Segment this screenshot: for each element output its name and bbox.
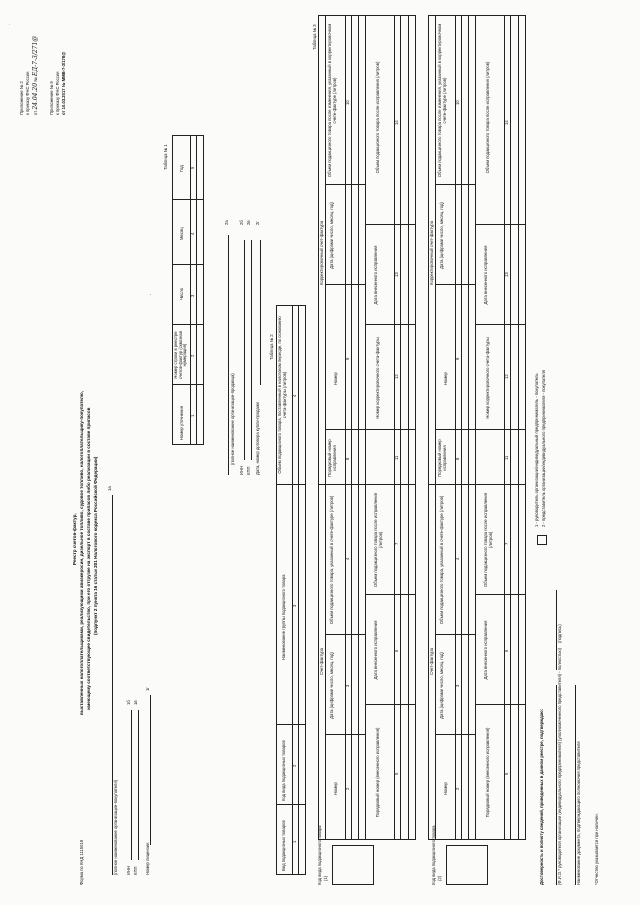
- contract-date-line: [260, 240, 261, 385]
- t3-n-top-8: 8: [345, 457, 350, 460]
- t4-col-corr-num: Порядковый номер исправления: [437, 439, 447, 477]
- t1-divider-1: [172, 384, 204, 385]
- legend-1: 1 - руководитель организации/индивидуальный предприниматель - покупатель: [534, 373, 539, 527]
- t4-n-top-10: 10: [455, 100, 460, 105]
- buyer-name-caption: (полное наименование организации-покупателя): [113, 780, 118, 875]
- t3-n-bot-14: 14: [394, 120, 399, 125]
- t3-row1-line: [358, 15, 359, 840]
- code-2v: 2в: [246, 220, 251, 225]
- t4-code-box: [446, 845, 488, 885]
- t1-divider-2: [172, 324, 204, 325]
- code-2b: 2б: [239, 220, 244, 225]
- t1-n-5: 5: [190, 166, 195, 169]
- app2-order: к приказу ФНС России: [25, 71, 30, 115]
- t4-n-bot-12: 12: [504, 374, 509, 379]
- t4-col-corr-vol-before: Объем подакцизного товара после изменения, указанный в корректировочном счете-фактуре (литров): [437, 23, 447, 178]
- t4-n-top-2: 2: [455, 787, 460, 790]
- t3-col-fix-vol: Объем подакцизного товара после исправления (литров): [373, 492, 383, 588]
- scan-mark-2: ': [149, 294, 154, 295]
- t3-side-code: (1): [323, 875, 328, 881]
- seller-kpp-label: КПП: [246, 466, 251, 475]
- t4-section-line: [435, 15, 436, 840]
- app9-title: Приложение № 9: [49, 81, 54, 115]
- seller-kpp-line: [251, 240, 252, 460]
- app2-num-prefix: №: [33, 77, 38, 82]
- t3-section1: Счет-фактура: [319, 648, 324, 675]
- t4-mid-line: [475, 15, 476, 840]
- app2-title: Приложение № 2: [19, 81, 24, 115]
- seller-name-line: [228, 235, 229, 475]
- t4-n-bot-13: 13: [504, 272, 509, 277]
- title-line2: выставленных налогоплательщиками, реализующими авиакеросин, дизельное топливо, судовое топливо, налогоплательщику-покупателю,: [79, 390, 84, 715]
- t4-col-date-2: Дата (цифрами число, месяц, год): [439, 202, 444, 269]
- t3-n-top-2: 2: [345, 787, 350, 790]
- buyer-kpp-label: КПП: [133, 866, 138, 875]
- t4-col-fix-vol: Объем подакцизного товара после исправления (литров): [483, 492, 493, 588]
- t3-section-line: [325, 15, 326, 840]
- t3-col-corr-date: Дата внесенного исправления: [373, 245, 378, 305]
- t4-n-top-3: 3: [455, 684, 460, 687]
- t4-n-top-4: 4: [455, 557, 460, 560]
- t4-col-number-2: Номер: [443, 372, 448, 385]
- t3-n-bot-11: 11: [394, 455, 399, 460]
- table3-label: Таблица № 3: [312, 24, 317, 50]
- t4-n-top-8: 8: [455, 457, 460, 460]
- t1-n-1: 1: [190, 414, 195, 417]
- t3-n-top-10: 10: [345, 100, 350, 105]
- buyer-inn-label: ИНН: [126, 865, 131, 875]
- t4-col-corr-vol-after: Объем подакцизного товара после исправления (литров): [485, 61, 490, 174]
- t3-section2: Корректировочный счет-фактура: [319, 220, 324, 285]
- t1-h-1: Номер уточнения: [179, 406, 184, 440]
- t1-h-3: Число: [179, 287, 184, 300]
- t3-side-label: Код вида подакцизного товара: [317, 825, 322, 885]
- legend-2: 2 - представитель организации/индивидуального предпринимателя - покупателя: [541, 370, 546, 527]
- t2-n-1: 1: [292, 840, 297, 843]
- t3-n-top-3: 3: [345, 684, 350, 687]
- t3-section-divider: [318, 484, 416, 485]
- t4-section-divider: [428, 484, 526, 485]
- t3-col-date: Дата (цифрами число, месяц, год): [329, 652, 334, 719]
- t1-n-3: 3: [190, 294, 195, 297]
- note-star: *Отчество указывается при наличии.: [594, 813, 599, 885]
- table1-label: Таблица № 1: [163, 144, 168, 170]
- t3-n-bot-13: 13: [394, 272, 399, 277]
- code-1v: 1в: [133, 700, 138, 705]
- t3-mid-line: [365, 15, 366, 840]
- t1-h-4: Месяц: [179, 227, 184, 240]
- t2-divider-3: [276, 484, 306, 485]
- signature-caption: (подпись): [557, 624, 562, 643]
- t3-n-bot-5: 5: [394, 772, 399, 775]
- t3-hdr-line: [345, 15, 346, 840]
- t4-col-fix-num: Порядковый номер (внесенного исправления): [485, 727, 490, 818]
- t2-divider-1: [276, 804, 306, 805]
- t1-n-2: 2: [190, 354, 195, 357]
- table1: [172, 135, 204, 445]
- t4-row1-line: [468, 15, 469, 840]
- t3-num-line: [351, 15, 352, 840]
- seller-inn-label: ИНН: [239, 465, 244, 475]
- t4-col-fix-date: Дата внесенного исправления: [483, 620, 488, 680]
- t3-col-fix-date: Дата внесенного исправления: [373, 620, 378, 680]
- t2-h-2: Код вида подакцизных товаров: [281, 740, 286, 801]
- t3-col-fix-num: Порядковый номер (внесенного исправления): [375, 727, 380, 818]
- t3-col-corr-vol-after: Объем подакцизного товара после исправления (литров): [375, 61, 380, 174]
- app2-num: ЕД-7-3/271@: [32, 35, 39, 77]
- license-line: [150, 695, 151, 845]
- buyer-code: 1а: [107, 486, 112, 491]
- t3-n-bot-12: 12: [394, 374, 399, 379]
- t4-col-corr-date: Дата внесенного исправления: [483, 245, 488, 305]
- t2-n-4: 4: [292, 394, 297, 397]
- contract-date-label: Дата, номер договора купли-продажи: [255, 402, 260, 475]
- t1-divider-4: [172, 199, 204, 200]
- t3-col-number-2: Номер: [333, 372, 338, 385]
- t4-col-number: Номер: [443, 782, 448, 795]
- t2-divider-2: [276, 724, 306, 725]
- t3-b-row-line: [408, 15, 409, 840]
- table2-label: Таблица № 2: [269, 334, 274, 360]
- t4-num-line: [461, 15, 462, 840]
- t1-divider-3: [172, 264, 204, 265]
- t3-col-volume: Объем подакцизного товара, указанный в счете-фактуре (литров): [329, 495, 334, 625]
- t3-n-top-9: 9: [345, 357, 350, 360]
- t3-v3: [325, 429, 416, 430]
- t4-b-hdr-line: [504, 15, 505, 840]
- signer-caption: (Ф.И.О.* руководителя организации (индивидуального предпринимателя) (уполномоченного представителя) - полностью): [557, 647, 562, 885]
- t2-num-divider: [292, 305, 293, 875]
- t3-n-bot-6: 6: [394, 649, 399, 652]
- t4-side-code: (2): [437, 875, 442, 881]
- t1-h-2: Номер строки в реестре счетов-фактур (сквозная нумерация): [173, 331, 188, 380]
- t1-n-4: 4: [190, 232, 195, 235]
- t1-num-divider: [196, 135, 197, 445]
- title-line1: Реестр счетов-фактур,: [72, 513, 77, 565]
- app2-date-prefix: от: [33, 110, 38, 115]
- app9-order: к приказу ФНС России: [55, 71, 60, 115]
- t4-v3: [435, 429, 526, 430]
- t4-section2: Корректировочный счет-фактура: [429, 220, 434, 285]
- knd-code: Форма по КНД 1115019: [79, 839, 84, 885]
- buyer-inn-line: [131, 710, 132, 860]
- scan-mark-1: ·: [7, 23, 12, 25]
- t3-n-top-4: 4: [345, 557, 350, 560]
- t4-col-volume: Объем подакцизного товара, указанный в счете-фактуре (литров): [439, 495, 444, 625]
- t4-b-row-line: [518, 15, 519, 840]
- t4-col-corr-no: Номер корректировочного счета-фактуры: [485, 337, 490, 419]
- t4-n-bot-7: 7: [504, 542, 509, 545]
- signer-type-box[interactable]: [537, 535, 547, 545]
- seller-inn-line: [244, 240, 245, 460]
- t2-row-divider: [298, 305, 299, 875]
- app9-date: от 10.03.2017 № ММВ-7-3/178@: [61, 51, 66, 115]
- t2-h-1: Вид подакцизных товаров: [281, 820, 286, 871]
- t3-n-bot-7: 7: [394, 542, 399, 545]
- code-2g: 2г: [255, 221, 260, 225]
- confirm-text: Достоверность и полноту сведений, приведенных в данном реестре, подтверждаю:: [539, 708, 544, 885]
- buyer-kpp-line: [138, 710, 139, 860]
- t3-col-corr-no: Номер корректировочного счета-фактуры: [375, 337, 380, 419]
- t3-code-box: [332, 845, 374, 885]
- license-label: Номер лицензии: [145, 842, 150, 875]
- code-1b: 1б: [126, 700, 131, 705]
- t2-n-2: 2: [292, 764, 297, 767]
- t3-b-hdr-line: [394, 15, 395, 840]
- t2-h-4: Объем подакцизного товара, поставленный в налоговом периоде, по основанию счета-фактуры (литров): [277, 316, 287, 474]
- title-line4: (подпункт 2 пункта 16 статьи 201 Налогового кодекса Российской Федерации): [93, 456, 98, 635]
- t4-n-bot-6: 6: [504, 649, 509, 652]
- t1-h-5: Год: [179, 165, 184, 172]
- t3-col-corr-vol-before: Объем подакцизного товара после изменения, указанный в корректировочном счете-фактуре (литров): [327, 23, 337, 178]
- t4-side-label: Код вида подакцизного товара: [431, 825, 436, 885]
- t4-section1: Счет-фактура: [429, 648, 434, 675]
- t4-n-bot-14: 14: [504, 120, 509, 125]
- seller-code: 2а: [224, 220, 229, 225]
- t2-h-3: Наименование группы подакцизного товара: [281, 574, 286, 660]
- t4-b-num-line: [510, 15, 511, 840]
- t3-col-corr-num: Порядковый номер исправления: [327, 439, 337, 477]
- t4-n-bot-11: 11: [504, 455, 509, 460]
- title-line3: имеющему соответствующее свидетельство, при его отгрузке на экспорт в составе припасов либо реализации в составе припасов: [86, 407, 91, 710]
- t3-b-num-line: [400, 15, 401, 840]
- t4-hdr-line: [455, 15, 456, 840]
- t3-col-date-2: Дата (цифрами число, месяц, год): [329, 202, 334, 269]
- app2-date-row: [33, 36, 40, 115]
- t1-row-divider: [190, 135, 191, 445]
- t4-n-top-9: 9: [455, 357, 460, 360]
- app2-date: 24.04.20: [32, 82, 39, 110]
- name-doc-caption: Наименование документа, подтверждающего полномочия представителя: [576, 741, 581, 885]
- t3-col-number: Номер: [333, 782, 338, 795]
- t4-n-bot-5: 5: [504, 772, 509, 775]
- code-1g: 1г: [145, 687, 150, 691]
- seller-name-caption: (полное наименование организации-продавца): [230, 373, 235, 465]
- t2-n-3: 3: [292, 604, 297, 607]
- t4-col-date: Дата (цифрами число, месяц, год): [439, 652, 444, 719]
